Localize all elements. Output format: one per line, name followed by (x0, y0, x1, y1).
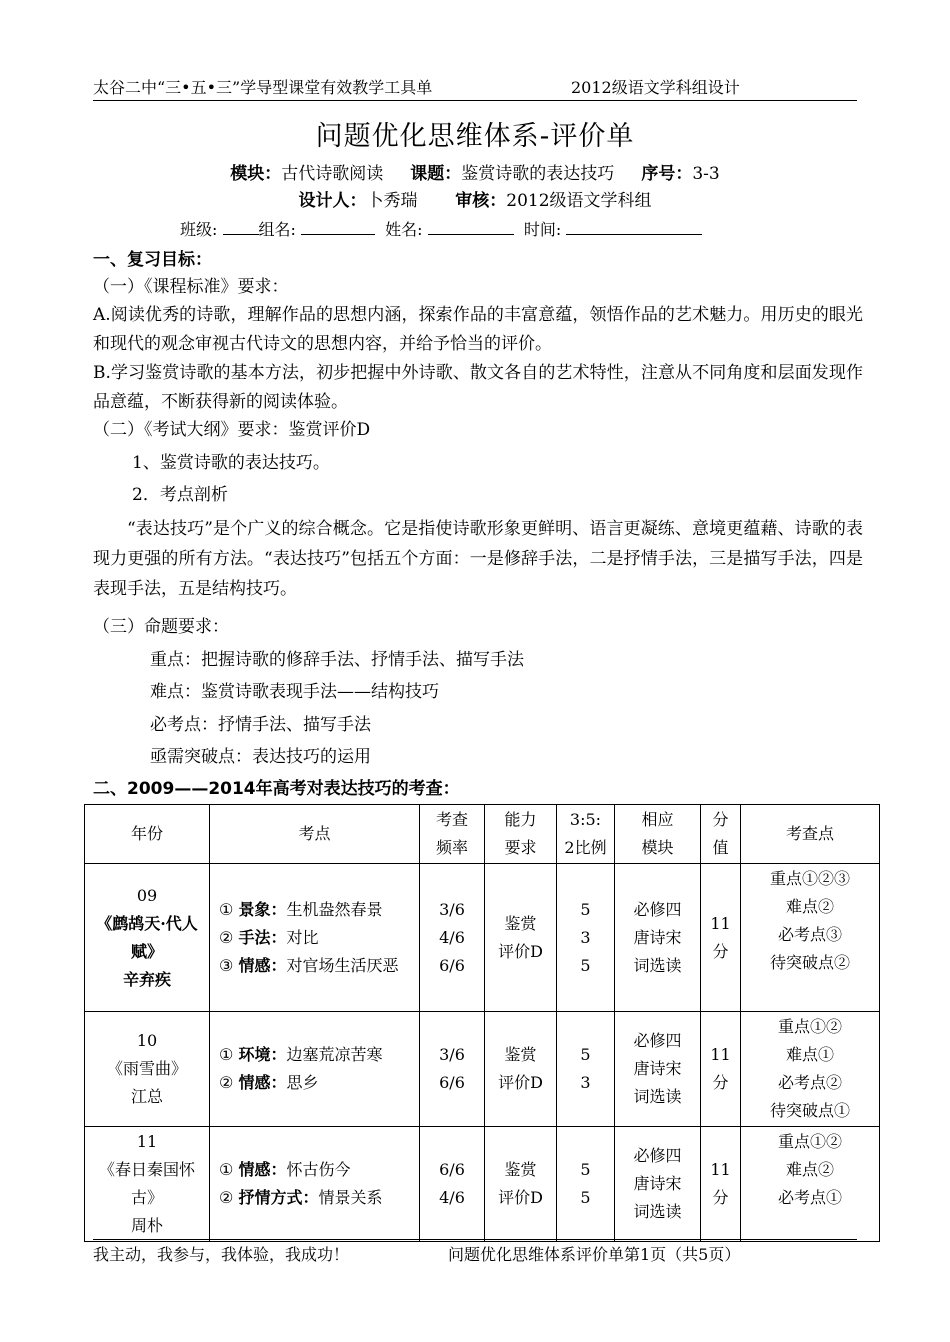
ratio-value: 3 (580, 1073, 591, 1092)
point-value: 对官场生活厌恶 (286, 955, 399, 975)
module-line: 唐诗宋 (633, 927, 682, 947)
module-line: 词选读 (633, 955, 682, 975)
point-item (219, 1069, 417, 1097)
year-cell (85, 1012, 210, 1127)
frequency-value: 6/6 (439, 1160, 465, 1179)
point-value: 边塞荒凉苦寒 (286, 1045, 383, 1064)
page-title: 问题优化思维体系-评价单 (315, 121, 635, 152)
table-header-cell: 相应 模块 (615, 805, 701, 864)
ratio-value: 5 (580, 1045, 591, 1064)
requirement-must: 必考点：抒情手法、描写手法 (150, 715, 371, 735)
point-value: 生机盎然春景 (286, 899, 383, 919)
check-point: 难点① (785, 1045, 834, 1064)
ratio-cell (557, 1127, 615, 1242)
module-cell (615, 864, 701, 1012)
time-label: 时间: (523, 220, 562, 239)
point-item (219, 952, 417, 980)
name-input[interactable] (428, 220, 514, 235)
check-point: 难点② (785, 1160, 834, 1179)
requirement-difficult: 难点：鉴赏诗歌表现手法——结构技巧 (150, 682, 439, 702)
check-point: 待突破点① (769, 1101, 850, 1120)
table-row (85, 1127, 880, 1242)
points-cell (210, 864, 420, 1012)
poem-author: 江总 (130, 1087, 163, 1106)
check-point: 必考点② (777, 1073, 842, 1092)
page-footer (93, 1239, 857, 1265)
review-value: 2012级语文学科组 (506, 191, 652, 211)
poem-title: 《鹧鸪天·代人赋》 (96, 913, 198, 961)
check-point: 难点② (785, 897, 834, 916)
score-line: 11 (710, 913, 731, 933)
exam-table (84, 804, 880, 1242)
poem-author: 周朴 (130, 1216, 163, 1235)
requirement-breakthrough: 亟需突破点：表达技巧的运用 (150, 747, 371, 767)
frequency-value: 4/6 (439, 927, 465, 947)
table-header-row (85, 805, 880, 864)
check-point: 重点①② (777, 1132, 842, 1151)
point-number: ② (219, 927, 239, 947)
header-left: 太谷二中“三•五•三”学导型课堂有效教学工具单 (93, 78, 433, 97)
ability-line: 评价D (498, 941, 543, 961)
module-line: 必修四 (633, 1031, 682, 1050)
frequency-value: 3/6 (439, 899, 465, 919)
table-row (85, 864, 880, 1012)
point-value: 情景关系 (318, 1188, 383, 1207)
module-line: 词选读 (633, 1202, 682, 1221)
group-label: 组名: (258, 220, 296, 239)
ratio-cell (557, 1012, 615, 1127)
check-cell (741, 1012, 880, 1127)
ratio-cell (557, 864, 615, 1012)
year-value: 11 (136, 1132, 158, 1151)
check-cell (741, 864, 880, 1012)
year-cell (85, 1127, 210, 1242)
class-input[interactable] (223, 220, 259, 235)
module-cell (615, 1127, 701, 1242)
score-line: 11 (710, 1045, 731, 1064)
check-point: 重点①②③ (769, 869, 850, 888)
point-item (219, 924, 417, 952)
ratio-value: 3 (580, 927, 591, 947)
module-line: 必修四 (633, 1146, 682, 1165)
requirement-key: 重点：把握诗歌的修辞手法、抒情手法、描写手法 (150, 650, 524, 670)
item-1: 1、鉴赏诗歌的表达技巧。 (132, 453, 330, 473)
topic-value: 鉴赏诗歌的表达技巧 (461, 164, 615, 184)
point-number: ① (219, 1045, 239, 1064)
score-line: 11 (710, 1160, 731, 1179)
ability-line: 评价D (498, 1188, 543, 1207)
table-header-cell: 能力 要求 (485, 805, 557, 864)
page-header (93, 78, 857, 101)
designer-label: 设计人： (298, 191, 367, 211)
module-line: 必修四 (633, 899, 682, 919)
sub-heading-1: （一）《课程标准》要求： (93, 277, 289, 297)
time-input[interactable] (566, 220, 702, 235)
module-label: 模块： (230, 164, 282, 184)
ability-line: 鉴赏 (504, 1045, 537, 1064)
module-line: 词选读 (633, 1087, 682, 1106)
score-line: 分 (712, 1073, 729, 1092)
point-key: 手法： (238, 927, 287, 947)
ability-line: 鉴赏 (504, 913, 537, 933)
check-cell (741, 1127, 880, 1242)
table-header-cell: 考查点 (741, 805, 880, 864)
student-fields (180, 219, 702, 241)
analysis-paragraph: “表达技巧”是个广义的综合概念。它是指使诗歌形象更鲜明、语言更凝练、意境更蕴藉、诗歌的表现力更强的所有方法。“表达技巧”包括五个方面：一是修辞手法，二是抒情手法，三是描写手法，四是表现手法，五是结构技巧。 (93, 519, 863, 599)
poem-author: 辛弃疾 (122, 969, 171, 989)
table-header-cell: 考点 (210, 805, 420, 864)
check-point: 待突破点② (769, 953, 850, 972)
sub-heading-3: （三）命题要求： (93, 617, 229, 637)
frequency-value: 4/6 (439, 1188, 465, 1207)
frequency-cell (420, 864, 485, 1012)
designer-value: 卜秀瑞 (366, 191, 418, 211)
point-key: 情感： (238, 1073, 287, 1092)
table-header-cell: 考查 频率 (420, 805, 485, 864)
group-input[interactable] (301, 220, 375, 235)
score-line: 分 (712, 1188, 729, 1207)
section-2-heading: 二、2009——2014年高考对表达技巧的考查： (93, 779, 460, 799)
year-value: 09 (136, 885, 158, 905)
module-line: 唐诗宋 (633, 1059, 682, 1078)
item-2: 2．考点剖析 (132, 485, 228, 505)
objective-b: B.学习鉴赏诗歌的基本方法，初步把握中外诗歌、散文各自的艺术特性，注意从不同角度和层面发现作品意蕴，不断获得新的阅读体验。 (93, 363, 863, 412)
table-header-cell: 年份 (85, 805, 210, 864)
sub-heading-2: （二）《考试大纲》要求：鉴赏评价D (93, 420, 371, 440)
point-number: ① (219, 1160, 239, 1179)
points-cell (210, 1012, 420, 1127)
table-header-cell: 3:5: 2比例 (557, 805, 615, 864)
point-value: 思乡 (286, 1073, 319, 1092)
ratio-value: 5 (580, 1160, 591, 1179)
point-item (219, 896, 417, 924)
frequency-cell (420, 1012, 485, 1127)
ability-cell (485, 864, 557, 1012)
point-key: 情感： (238, 1160, 287, 1179)
table-row (85, 1012, 880, 1127)
point-key: 环境： (238, 1045, 287, 1064)
topic-label: 课题： (410, 164, 462, 184)
review-label: 审核： (455, 191, 507, 211)
point-number: ③ (219, 955, 239, 975)
module-line: 唐诗宋 (633, 1174, 682, 1193)
point-key: 抒情方式： (238, 1188, 319, 1207)
point-number: ② (219, 1188, 239, 1207)
point-key: 情感： (238, 955, 287, 975)
ability-line: 鉴赏 (504, 1160, 537, 1179)
point-value: 对比 (286, 927, 319, 947)
check-point: 重点①② (777, 1017, 842, 1036)
score-cell (701, 864, 741, 1012)
point-item (219, 1184, 417, 1212)
module-value: 古代诗歌阅读 (281, 164, 384, 184)
point-number: ② (219, 1073, 239, 1092)
poem-title: 《雨雪曲》 (106, 1059, 187, 1078)
seq-label: 序号： (641, 164, 693, 184)
score-cell (701, 1127, 741, 1242)
point-key: 景象： (238, 899, 287, 919)
year-value: 10 (136, 1031, 158, 1050)
seq-value: 3-3 (692, 164, 720, 184)
check-point: 必考点③ (777, 925, 842, 944)
ability-cell (485, 1127, 557, 1242)
point-item (219, 1156, 417, 1184)
poem-title: 《春日秦国怀古》 (98, 1160, 195, 1207)
name-label: 姓名: (385, 220, 423, 239)
meta-line-1 (0, 163, 950, 185)
score-cell (701, 1012, 741, 1127)
footer-left: 我主动，我参与，我体验，我成功！ (93, 1245, 350, 1264)
footer-right: 问题优化思维体系评价单第1页（共5页） (448, 1245, 741, 1264)
ratio-value: 5 (580, 899, 591, 919)
ratio-value: 5 (580, 955, 591, 975)
check-point: 必考点① (777, 1188, 842, 1207)
point-value: 怀古伤今 (286, 1160, 351, 1179)
frequency-value: 6/6 (439, 955, 465, 975)
objective-a: A.阅读优秀的诗歌，理解作品的思想内涵，探索作品的丰富意蕴，领悟作品的艺术魅力。用历史的眼光和现代的观念审视古代诗文的思想内容，并给予恰当的评价。 (93, 305, 863, 354)
meta-line-2 (0, 190, 950, 212)
table-header-cell: 分 值 (701, 805, 741, 864)
ratio-value: 5 (580, 1188, 591, 1207)
frequency-value: 6/6 (439, 1073, 465, 1092)
frequency-value: 3/6 (439, 1045, 465, 1064)
ability-cell (485, 1012, 557, 1127)
class-label: 班级: (180, 220, 218, 239)
ability-line: 评价D (498, 1073, 543, 1092)
year-cell (85, 864, 210, 1012)
point-item (219, 1041, 417, 1069)
header-right: 2012级语文学科组设计 (571, 78, 740, 97)
score-line: 分 (712, 941, 729, 961)
point-number: ① (219, 899, 239, 919)
module-cell (615, 1012, 701, 1127)
frequency-cell (420, 1127, 485, 1242)
points-cell (210, 1127, 420, 1242)
section-1-heading: 一、复习目标： (93, 250, 212, 270)
